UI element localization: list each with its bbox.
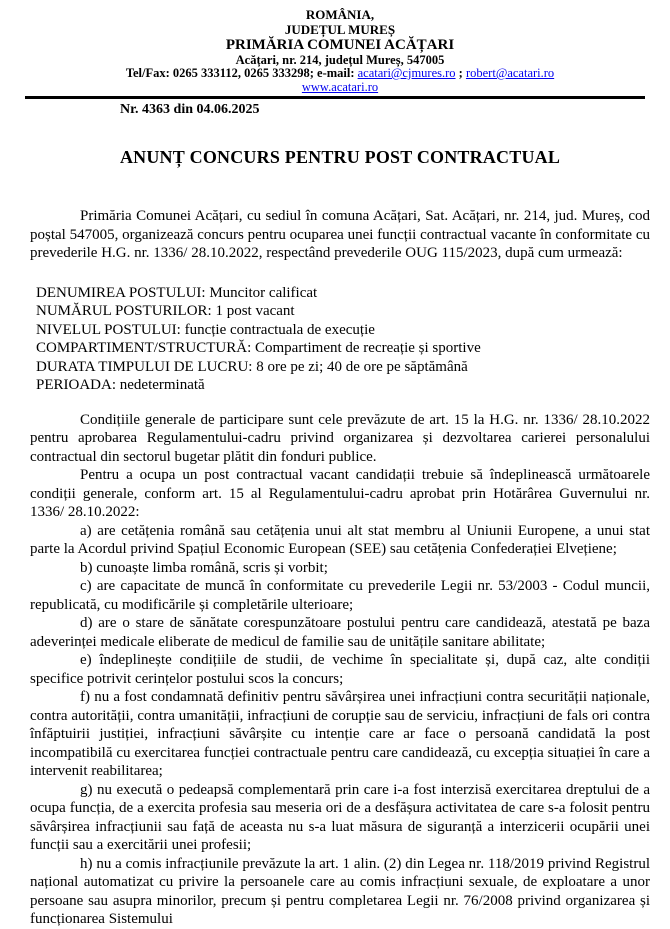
letterhead-country: ROMÂNIA, (305, 7, 375, 22)
condition-item-e: e) îndeplinește condițiile de studii, de vechime în specialitate și, după caz, alte condiții specifice potrivit cerințelor postului scos la concurs; (30, 652, 650, 687)
letterhead-contact-line (30, 67, 650, 81)
condition-item-c: c) are capacitate de muncă în conformitate cu prevederile Legii nr. 53/2003 - Codul muncii, republicată, cu modificările și completările ulterioare; (30, 578, 650, 613)
detail-period: PERIOADA: nedeterminată (36, 377, 205, 393)
condition-item-f: f) nu a fost condamnată definitiv pentru săvârșirea unei infracțiuni contra securității naționale, contra autorității, contra umanității, infracțiuni de corupție sau de serviciu, infracțiuni de fals ori contra înfăptuirii justiției, infracțiuni săvârșite cu intenție care ar face o persoană candidată la post incompatibilă cu exercitarea funcției contractuale pentru care candidează, cu excepția situației în care a intervenit reabilitarea; (30, 689, 650, 779)
detail-position-name: DENUMIREA POSTULUI: Muncitor calificat (36, 284, 318, 301)
contact-telfax-label: Tel/Fax: 0265 333112, 0265 333298; e-mail: (125, 66, 358, 80)
condition-item-h: h) nu a comis infracțiunile prevăzute la art. 1 alin. (2) din Legea nr. 118/2019 privind Registrul național automatizat cu privire la persoanele care au comis infracțiuni sexuale, de exploatare a unor persoane sau asupra minorilor, precum și pentru completarea Legii nr. 76/2008 privind organizarea și funcționarea Sistemului (30, 855, 650, 927)
paragraph-occupy-conditions: Pentru a ocupa un post contractual vacant candidații trebuie să îndeplinească următoarele condiții generale, conform art. 15 al Regulamentului-cadru aprobat prin Hotărârea Guvernului nr. 1336/ 28.10.2022: (30, 467, 650, 520)
letterhead-county: JUDEȚUL MUREȘ (284, 21, 396, 37)
condition-item-g: g) nu execută o pedeapsă complementară prin care i-a fost interzisă exercitarea dreptului de a ocupa funcția, de a exercita profesia sau meseria ori de a desfășura activitatea de care s-a folosit pentru săvârșirea infracțiunii sau față de aceasta nu s-a luat măsura de siguranță a interzicerii ocupării unei funcții sau a exercitării unei profesii; (30, 781, 650, 853)
email-link-secondary[interactable]: robert@acatari.ro (465, 66, 555, 80)
letterhead-address: Acățari, nr. 214, județul Mureș, 547005 (235, 53, 445, 67)
paragraph-general-conditions: Condițiile generale de participare sunt cele prevăzute de art. 15 la H.G. nr. 1336/ 28.10.2022 pentru aprobarea Regulamentului-cadru privind organizarea și dezvoltarea carierei personalului contractual din sectorul bugetar plătit din fonduri publice. (30, 411, 650, 465)
detail-position-count: NUMĂRUL POSTURILOR: 1 post vacant (36, 303, 295, 319)
condition-item-b: b) cunoaște limba română, scris și vorbit; (80, 559, 328, 576)
detail-position-level: NIVELUL POSTULUI: funcție contractuala de execuție (36, 321, 375, 338)
detail-department: COMPARTIMENT/STRUCTURĂ: Compartiment de recreație și sportive (36, 340, 481, 356)
letterhead (30, 8, 650, 94)
position-details-block (36, 284, 650, 395)
email-separator: ; (455, 66, 466, 80)
letterhead-website-line (30, 81, 650, 95)
condition-item-a: a) are cetățenia română sau cetățenia unui alt stat membru al Uniunii Europene, a unui stat parte la Acordul privind Spațiul Economic European (SEE) sau cetățenia Confederației Elvețiene; (30, 522, 650, 557)
general-conditions-block (30, 411, 650, 929)
intro-paragraph: Primăria Comunei Acățari, cu sediul în comuna Acățari, Sat. Acățari, nr. 214, jud. Mureș, cod poștal 547005, organizează concurs pentru ocuparea unei funcții contractual vacante în conformitate cu prevederile H.G. nr. 1336/ 28.10.2022, respectând prevederile OUG 115/2023, după cum urmează: (30, 208, 650, 261)
website-link[interactable]: www.acatari.ro (301, 79, 379, 94)
email-link-primary[interactable]: acatari@cjmures.ro (357, 66, 456, 80)
registration-number: Nr. 4363 din 04.06.2025 (120, 102, 260, 117)
letterhead-institution: PRIMĂRIA COMUNEI ACĂȚARI (225, 37, 455, 53)
document-body (30, 207, 650, 929)
condition-item-d: d) are o stare de sănătate corespunzătoare postului pentru care candidează, atestată pe baza adeverinței medicale eliberate de medicul de familie sau de unitățile sanitare abilitate; (30, 615, 650, 650)
document-title: ANUNȚ CONCURS PENTRU POST CONTRACTUAL (119, 147, 561, 167)
letterhead-divider-rule (25, 96, 645, 99)
detail-work-time: DURATA TIMPULUI DE LUCRU: 8 ore pe zi; 40 de ore pe săptămână (36, 358, 468, 375)
